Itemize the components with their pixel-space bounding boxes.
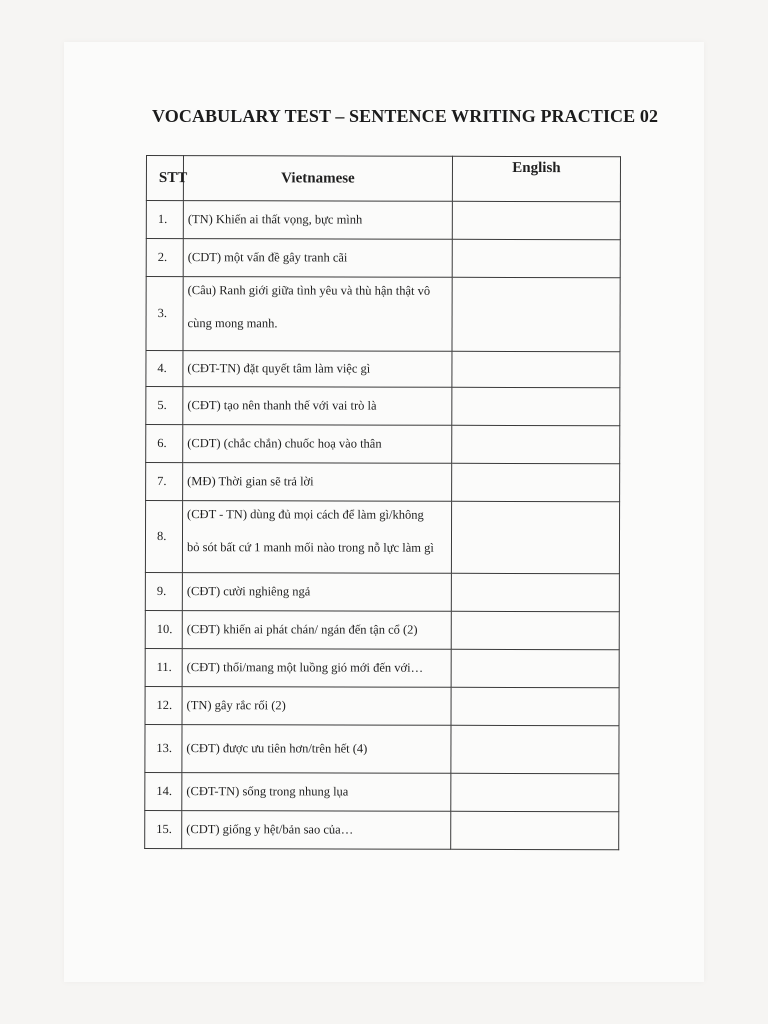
- vietnamese-prompt: [182, 573, 451, 612]
- vietnamese-prompt: [182, 773, 451, 812]
- header-vietnamese: Vietnamese: [183, 156, 452, 202]
- table-row: [145, 572, 619, 611]
- vietnamese-line: (CDT) một vấn đề gây tranh cãi: [187, 250, 348, 265]
- vietnamese-prompt: [183, 239, 452, 278]
- vietnamese-line: (CĐT-TN) sống trong nhung lụa: [186, 784, 349, 799]
- table-row: [146, 463, 620, 502]
- english-answer-cell[interactable]: [451, 773, 619, 811]
- table-row: [145, 610, 619, 649]
- vietnamese-prompt: [182, 649, 451, 688]
- table-row: [146, 351, 620, 388]
- vietnamese-line: (CDT) giống y hệt/bản sao của…: [186, 822, 354, 837]
- vietnamese-line: (CĐT) cười nghiêng ngả: [186, 584, 311, 599]
- row-number: 10.: [145, 610, 182, 648]
- vietnamese-prompt: [183, 277, 452, 352]
- english-answer-cell[interactable]: [451, 811, 619, 849]
- vietnamese-line: cùng mong manh.: [187, 316, 278, 331]
- header-english: English: [452, 156, 620, 201]
- english-answer-cell[interactable]: [452, 425, 620, 463]
- english-answer-cell[interactable]: [451, 687, 619, 725]
- table-header-row: [146, 156, 620, 202]
- english-answer-cell[interactable]: [451, 611, 619, 649]
- english-answer-cell[interactable]: [452, 463, 620, 501]
- row-number: 6.: [146, 425, 183, 463]
- vietnamese-line: (CĐT) khiến ai phát chán/ ngán đến tận cổ (2): [186, 622, 418, 637]
- row-number: 12.: [145, 686, 182, 724]
- vietnamese-line: (TN) Khiến ai thất vọng, bực mình: [187, 212, 363, 227]
- vietnamese-prompt: [182, 811, 451, 850]
- vietnamese-line: (TN) gây rắc rối (2): [186, 698, 286, 713]
- vietnamese-line: (CDT) (chắc chắn) chuốc hoạ vào thân: [187, 436, 382, 451]
- vietnamese-prompt: [183, 463, 452, 502]
- english-answer-cell[interactable]: [452, 277, 620, 351]
- row-number: 2.: [146, 239, 183, 277]
- row-number: 4.: [146, 351, 183, 387]
- row-number: 3.: [146, 277, 183, 351]
- vietnamese-line: (Câu) Ranh giới giữa tình yêu và thù hận thật vô: [187, 283, 431, 298]
- vietnamese-line: (CĐT - TN) dùng đủ mọi cách để làm gì/không: [187, 507, 424, 522]
- table-row: [146, 239, 620, 278]
- vietnamese-prompt: [182, 725, 451, 774]
- english-answer-cell[interactable]: [451, 725, 619, 773]
- english-answer-cell[interactable]: [452, 201, 620, 239]
- english-answer-cell[interactable]: [451, 501, 619, 573]
- table-row: [145, 810, 619, 849]
- row-number: 15.: [145, 810, 182, 848]
- vietnamese-prompt: [183, 425, 452, 464]
- row-number: 11.: [145, 648, 182, 686]
- page-title: VOCABULARY TEST – SENTENCE WRITING PRACTICE 02: [152, 106, 659, 126]
- table-row: [146, 277, 620, 352]
- vietnamese-prompt: [183, 387, 452, 426]
- table-row: [145, 686, 619, 725]
- vietnamese-prompt: [182, 611, 451, 650]
- table-row: [146, 201, 620, 240]
- table-row: [145, 772, 619, 811]
- table-row: [145, 724, 619, 773]
- vietnamese-line: (CĐT) được ưu tiên hơn/trên hết (4): [186, 741, 368, 756]
- vietnamese-line: (CĐT) thổi/mang một luồng gió mới đến với…: [186, 660, 424, 675]
- header-stt: STT: [146, 156, 183, 201]
- vietnamese-prompt: [183, 351, 452, 388]
- english-answer-cell[interactable]: [452, 387, 620, 425]
- vietnamese-line: (CĐT-TN) đặt quyết tâm làm việc gì: [187, 361, 371, 376]
- vietnamese-prompt: [183, 201, 452, 240]
- table-row: [145, 501, 619, 574]
- vocabulary-table: [144, 155, 621, 850]
- vietnamese-line: (MĐ) Thời gian sẽ trả lời: [187, 474, 314, 489]
- vietnamese-line: (CĐT) tạo nên thanh thế với vai trò là: [187, 398, 377, 413]
- vietnamese-prompt: [182, 501, 451, 574]
- vietnamese-line: bỏ sót bất cứ 1 manh mối nào trong nỗ lực làm gì: [186, 540, 434, 555]
- row-number: 5.: [146, 387, 183, 425]
- row-number: 7.: [146, 463, 183, 501]
- row-number: 13.: [145, 724, 182, 772]
- row-number: 1.: [146, 201, 183, 239]
- english-answer-cell[interactable]: [452, 351, 620, 387]
- english-answer-cell[interactable]: [452, 239, 620, 277]
- row-number: 14.: [145, 772, 182, 810]
- row-number: 9.: [145, 572, 182, 610]
- table-row: [146, 387, 620, 426]
- table-body: [145, 201, 621, 850]
- english-answer-cell[interactable]: [451, 573, 619, 611]
- english-answer-cell[interactable]: [451, 649, 619, 687]
- row-number: 8.: [145, 501, 182, 573]
- table-row: [145, 648, 619, 687]
- vietnamese-prompt: [182, 687, 451, 726]
- table-row: [146, 425, 620, 464]
